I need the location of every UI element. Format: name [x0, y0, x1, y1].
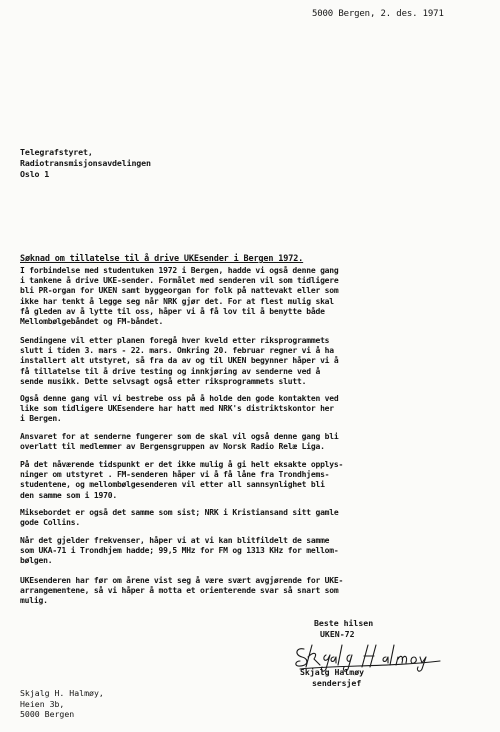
- sender-name: Skjalg H. Halmøy,: [20, 688, 104, 698]
- signer-title: sendersjef: [312, 678, 362, 688]
- text-line: I forbindelse med studentuken 1972 i Bergen, hadde vi også denne gang: [20, 266, 339, 275]
- text-line: i tankene å drive UKE-sender. Formålet med senderen vil som tidligere: [20, 276, 339, 286]
- paragraph-frequencies: [20, 536, 480, 567]
- text-line: mulig.: [20, 596, 48, 606]
- text-line: bølgen.: [20, 556, 53, 566]
- text-line: få gleden av å lytte til oss, håper vi å få lov til å benytte både: [20, 306, 325, 316]
- text-line: sende musikk. Dette selvsagt også etter riksprogrammets slutt.: [20, 376, 307, 386]
- sender-city: 5000 Bergen: [20, 709, 75, 720]
- paragraph-conclusion: [20, 576, 480, 607]
- recipient-line-2: Radiotransmisjonsavdelingen: [20, 158, 151, 168]
- text-line: få tillatelse til å drive testing og innkjøring av senderne ved å: [20, 366, 321, 376]
- paragraph-equipment: [20, 460, 480, 501]
- text-line: i Bergen.: [20, 414, 62, 424]
- paragraph-mixer: [20, 508, 480, 528]
- text-line: På det nåværende tidspunkt er det ikke mulig å gi helt eksakte opplys-: [20, 460, 344, 469]
- text-line: Miksebordet er også det samme som sist; NRK i Kristiansand sitt gamle: [20, 508, 339, 517]
- text-line: Ansvaret for at senderne fungerer som de skal vil også denne gang bli: [20, 432, 339, 441]
- text-line: ninger om utstyret . FM-senderen håper vi å få låne fra Trondhjems-: [20, 470, 330, 480]
- date-line: 5000 Bergen, 2. des. 1971: [312, 9, 444, 19]
- text-line: bli PR-organ for UKEN samt byggeorgan for folk på nattevakt eller som: [20, 286, 339, 296]
- paragraph-schedule: [20, 336, 480, 387]
- sender-address: [20, 688, 104, 720]
- paragraph-responsibility: [20, 432, 480, 452]
- text-line: overlatt til medlemmer av Bergensgruppen av Norsk Radio Relæ Liga.: [20, 442, 325, 452]
- sender-street: Heien 3b,: [20, 698, 65, 709]
- signer-name: Skjalg Halmøy: [300, 667, 365, 677]
- paragraph-nrk-contact: [20, 394, 480, 425]
- closing-name-block: [300, 667, 364, 689]
- closing-org: UKEN-72: [320, 629, 355, 639]
- text-line: Mellombølgebåndet og FM-båndet.: [20, 317, 164, 327]
- text-line: Sendingene vil etter planen foregå hver kveld etter riksprogrammets: [20, 336, 330, 345]
- recipient-line-1: Telegrafstyret,: [20, 147, 93, 157]
- subject-line: Søknad om tillatelse til å drive UKEsender i Bergen 1972.: [20, 254, 304, 264]
- text-line: like som tidligere UKEsendere har hatt med NRK's distriktskontor her: [20, 404, 334, 414]
- paragraph-intro: [20, 266, 480, 327]
- text-line: UKEsenderen har før om årene vist seg å være svært avgjørende for UKE-: [20, 576, 344, 585]
- recipient-line-3: Oslo 1: [20, 169, 50, 179]
- text-line: studentene, og mellombølgesenderen vil etter all sannsynlighet bli: [20, 480, 325, 490]
- closing-greeting-block: [314, 618, 373, 640]
- text-line: Også denne gang vil vi bestrebe oss på å holde den gode kontakten ved: [20, 394, 339, 403]
- text-line: installert alt utstyret, så fra da av og til UKEN begynner håper vi å: [20, 356, 339, 366]
- text-line: ikke har tenkt å legge seg når NRK gjør det. For at flest mulig skal: [20, 296, 334, 306]
- text-line: arrangementene, så vi håper å motta et orienterende svar så snart som: [20, 586, 339, 596]
- text-line: Når det gjelder frekvenser, håper vi at vi kan blitfildelt de samme: [20, 536, 330, 545]
- text-line: slutt i tiden 3. mars - 22. mars. Omkring 20. februar regner vi å ha: [20, 346, 334, 356]
- closing-greeting: Beste hilsen: [314, 618, 374, 628]
- text-line: den samme som i 1970.: [20, 490, 117, 500]
- text-line: gode Collins.: [20, 518, 81, 528]
- text-line: som UKA-71 i Trondhjem hadde; 99,5 MHz for FM og 1313 KHz for mellom-: [20, 546, 339, 556]
